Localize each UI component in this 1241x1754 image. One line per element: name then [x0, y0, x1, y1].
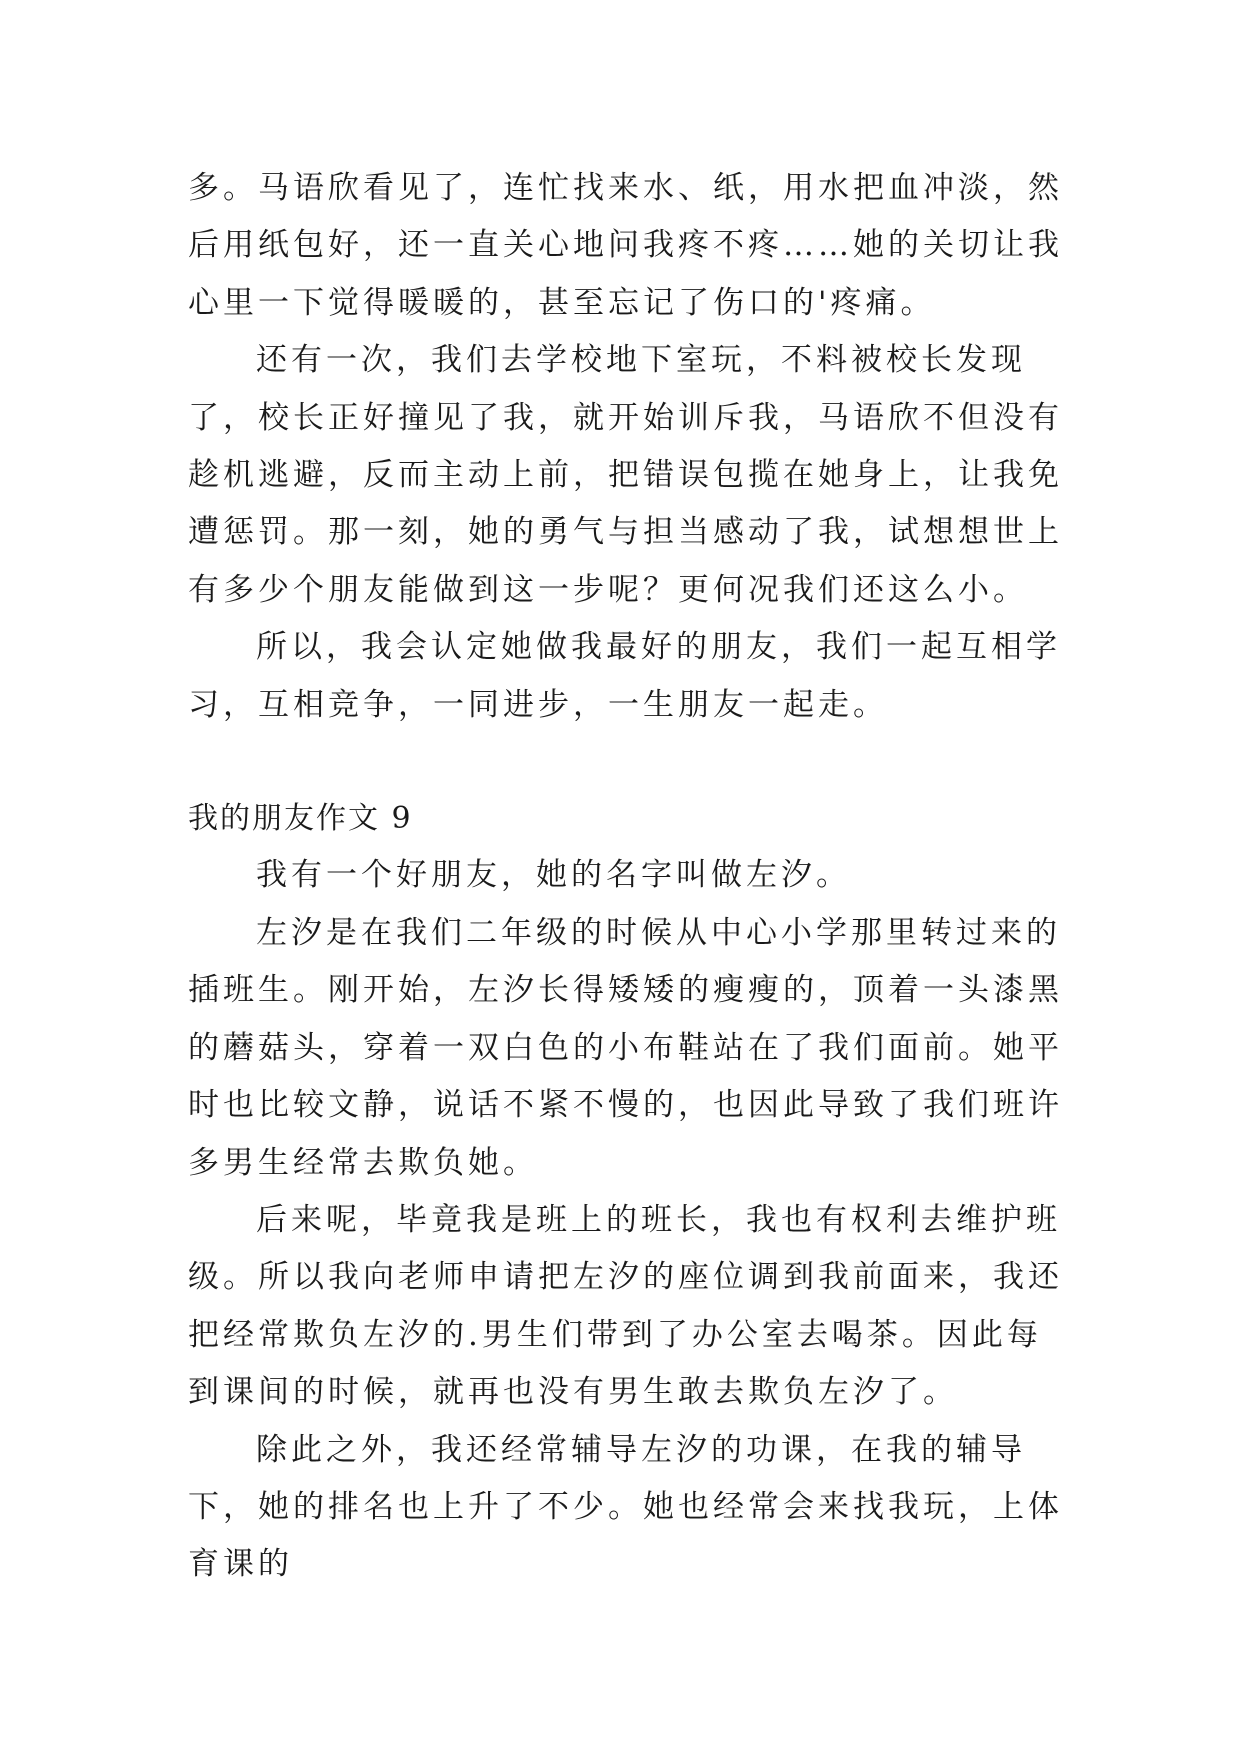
paragraph-intro: 我有一个好朋友，她的名字叫做左汐。: [256, 857, 851, 894]
paragraph-conclusion: 所以，我会认定她做我最好的朋友，我们一起互相学习，互相竞争，一同进步，一生朋友一起走。: [188, 629, 1061, 723]
paragraph-transfer-student: 左汐是在我们二年级的时候从中心小学那里转过来的插班生。刚开始，左汐长得矮矮的瘦瘦的，顶着一头漆黑的蘑菇头，穿着一双白色的小布鞋站在了我们面前。她平时也比较文静，说话不紧不慢的，也因此导致了我们班许多男生经常去欺负她。: [188, 914, 1063, 1181]
section-title: 我的朋友作文 9: [188, 801, 413, 837]
paragraph-continued: 多。马语欣看见了，连忙找来水、纸，用水把血冲淡，然后用纸包好，还一直关心地问我疼不疼……她的关切让我心里一下觉得暖暖的，甚至忘记了伤口的'疼痛。: [188, 170, 1063, 321]
document-body: [188, 160, 1068, 1594]
paragraph-basement: 还有一次，我们去学校地下室玩，不料被校长发现了，校长正好撞见了我，就开始训斥我，马语欣不但没有趁机逃避，反而主动上前，把错误包揽在她身上，让我免遭惩罚。那一刻，她的勇气与担当感动了我，试想想世上有多少个朋友能做到这一步呢？更何况我们还这么小。: [188, 342, 1063, 608]
paragraph-class-monitor: 后来呢，毕竟我是班上的班长，我也有权利去维护班级。所以我向老师申请把左汐的座位调到我前面来，我还把经常欺负左汐的.男生们带到了办公室去喝茶。因此每到课间的时候，就再也没有男生敢去欺负左汐了。: [188, 1201, 1063, 1411]
paragraph-tutoring: 除此之外，我还经常辅导左汐的功课，在我的辅导下，她的排名也上升了不少。她也经常会来找我玩，上体育课的: [188, 1431, 1063, 1583]
